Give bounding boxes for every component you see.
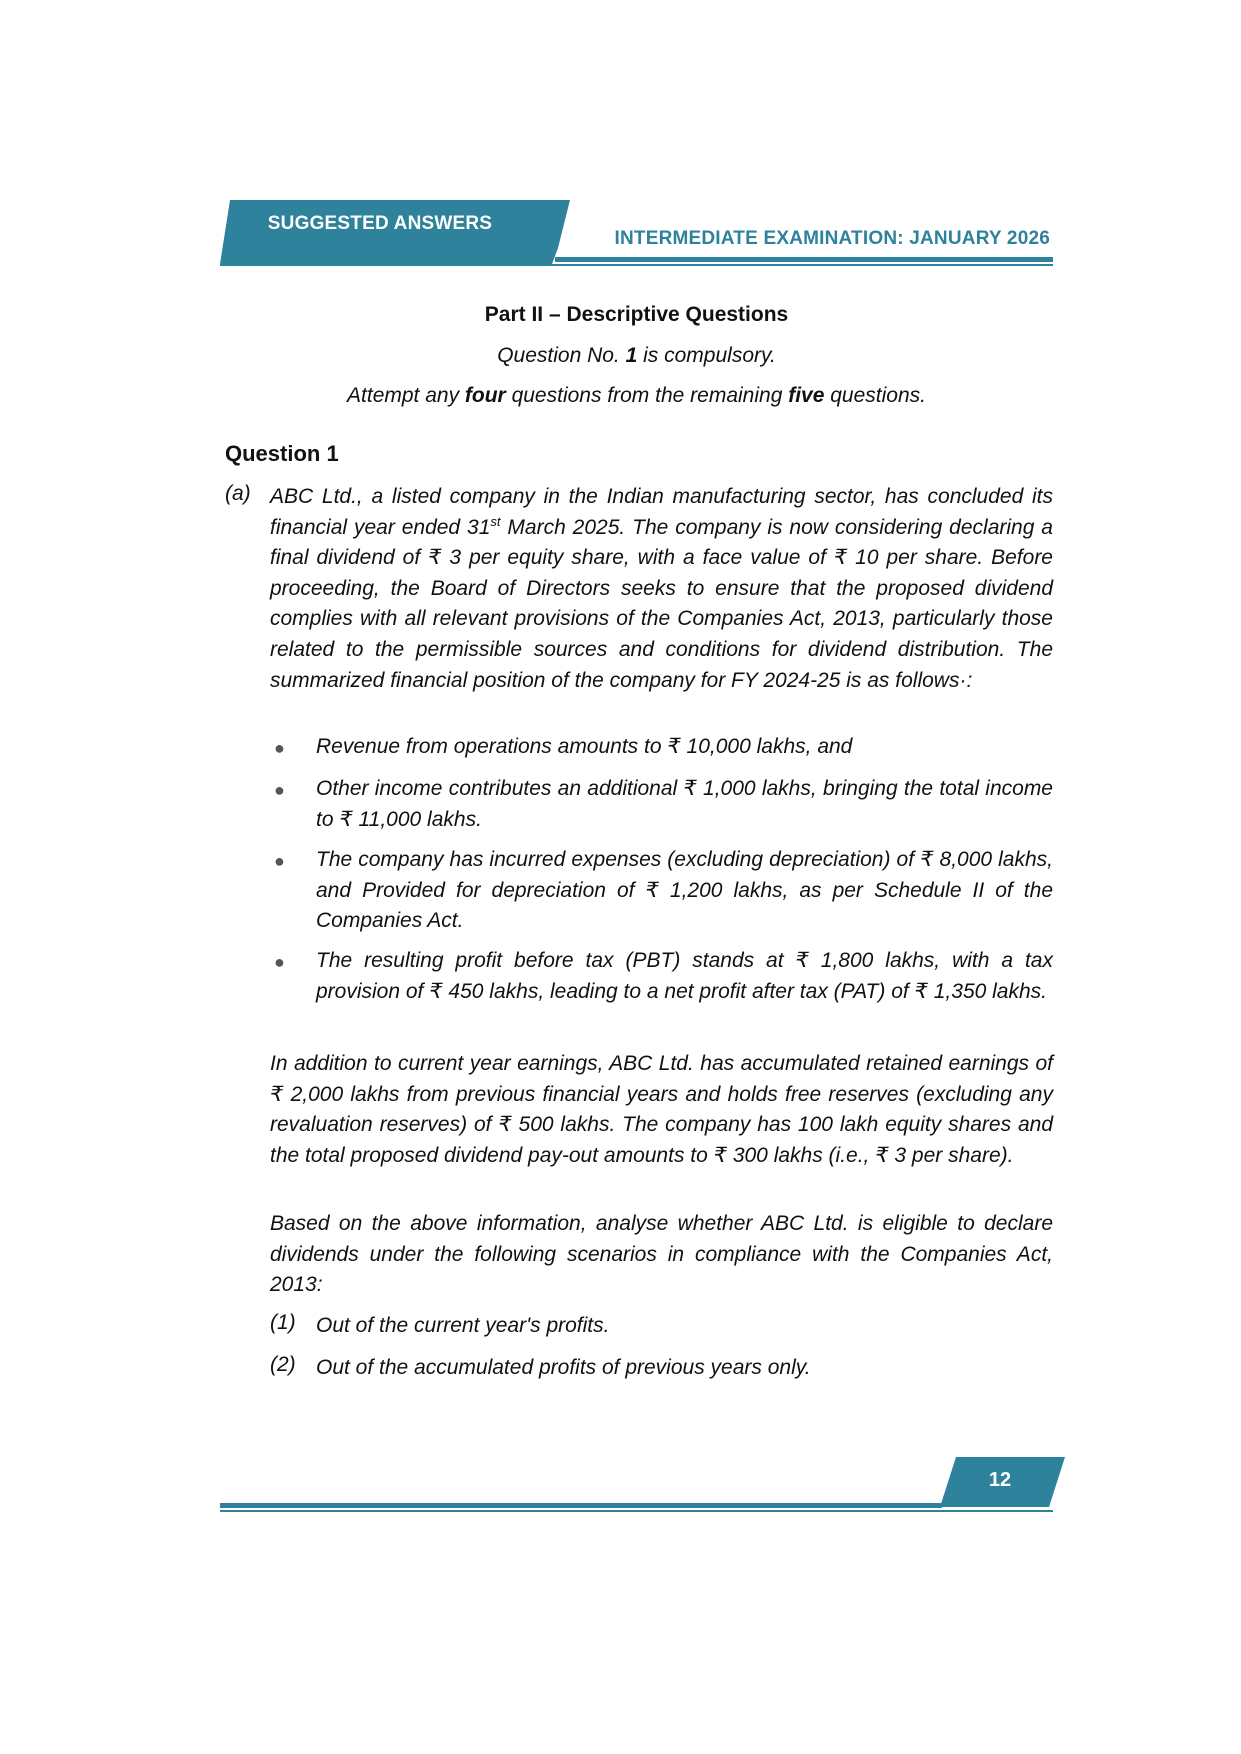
header-rule-thin <box>220 264 1053 266</box>
intro-text-1: ABC Ltd., a listed company in the Indian manufacturing sector, has concluded its financial year ended 31 <box>270 485 1053 539</box>
bullet-item: Revenue from operations amounts to ₹ 10,000 lakhs, and <box>316 735 853 758</box>
instruction-compulsory-post: is compulsory. <box>637 344 776 367</box>
footer-rule-thin <box>220 1510 1053 1512</box>
intro-superscript: st <box>490 513 501 529</box>
header-rule-thick <box>555 257 1053 262</box>
instruction-compulsory-pre: Question No. <box>497 344 626 367</box>
bullet-item: Other income contributes an additional ₹ 1,000 lakhs, bringing the total income to ₹ 11,000 lakhs. <box>316 777 1053 831</box>
bullet-icon: ● <box>274 738 285 758</box>
instruction-attempt-five: five <box>788 384 825 407</box>
scenario-label: (1) <box>270 1311 296 1334</box>
instruction-compulsory-number: 1 <box>625 344 638 367</box>
bullet-icon: ● <box>274 851 285 871</box>
bullet-item: The resulting profit before tax (PBT) stands at ₹ 1,800 lakhs, with a tax provision of ₹ 450 lakhs, leading to a net profit after tax (PAT) of ₹ 1,350 lakhs. <box>316 949 1053 1003</box>
instruction-compulsory <box>220 344 1053 368</box>
scenario-text: Out of the current year's profits. <box>316 1314 610 1337</box>
section-title: Part II – Descriptive Questions <box>484 303 789 326</box>
scenario-text: Out of the accumulated profits of previous years only. <box>316 1356 811 1379</box>
exam-title: INTERMEDIATE EXAMINATION: JANUARY 2026 <box>614 228 1050 249</box>
question-heading: Question 1 <box>225 441 339 466</box>
analysis-instruction-paragraph: Based on the above information, analyse whether ABC Ltd. is eligible to declare dividends under the following scenarios in compliance with the Companies Act, 2013: <box>270 1212 1053 1297</box>
question-intro-paragraph <box>270 482 1053 696</box>
bullet-icon: ● <box>274 780 285 800</box>
intro-text-2: March 2025. The company is now considering declaring a final dividend of ₹ 3 per equity share, with a face value of ₹ 10 per share. Before proceeding, the Board of Directors seeks to ensure that the proposed dividend complies with all relevant provisions of the Companies Act, 2013, particularly those related to the permissible sources and conditions for dividend distribution. The summarized financial position of the company for FY 2024-25 is as follows·: <box>270 515 1053 692</box>
header-tab-label: SUGGESTED ANSWERS <box>267 213 493 234</box>
bullet-icon: ● <box>274 952 285 972</box>
retained-earnings-paragraph: In addition to current year earnings, ABC Ltd. has accumulated retained earnings of ₹ 2,000 lakhs from previous financial years and holds free reserves (excluding any revaluation reserves) of ₹ 500 lakhs. The company has 100 lakh equity shares and the total proposed dividend pay-out amounts to ₹ 300 lakhs (i.e., ₹ 3 per share). <box>270 1052 1053 1167</box>
part-label: (a) <box>225 482 251 505</box>
instruction-attempt-post: questions. <box>824 384 926 407</box>
scenario-label: (2) <box>270 1353 296 1376</box>
footer-rule-thick <box>220 1503 942 1508</box>
instruction-attempt-pre: Attempt any <box>347 384 465 407</box>
instruction-attempt-four: four <box>464 384 506 407</box>
instruction-attempt-mid: questions from the remaining <box>505 384 789 407</box>
bullet-item: The company has incurred expenses (excluding depreciation) of ₹ 8,000 lakhs, and Provided for depreciation of ₹ 1,200 lakhs, as per Schedule II of the Companies Act. <box>316 848 1053 933</box>
instruction-attempt <box>220 384 1053 408</box>
page-number: 12 <box>988 1469 1012 1491</box>
